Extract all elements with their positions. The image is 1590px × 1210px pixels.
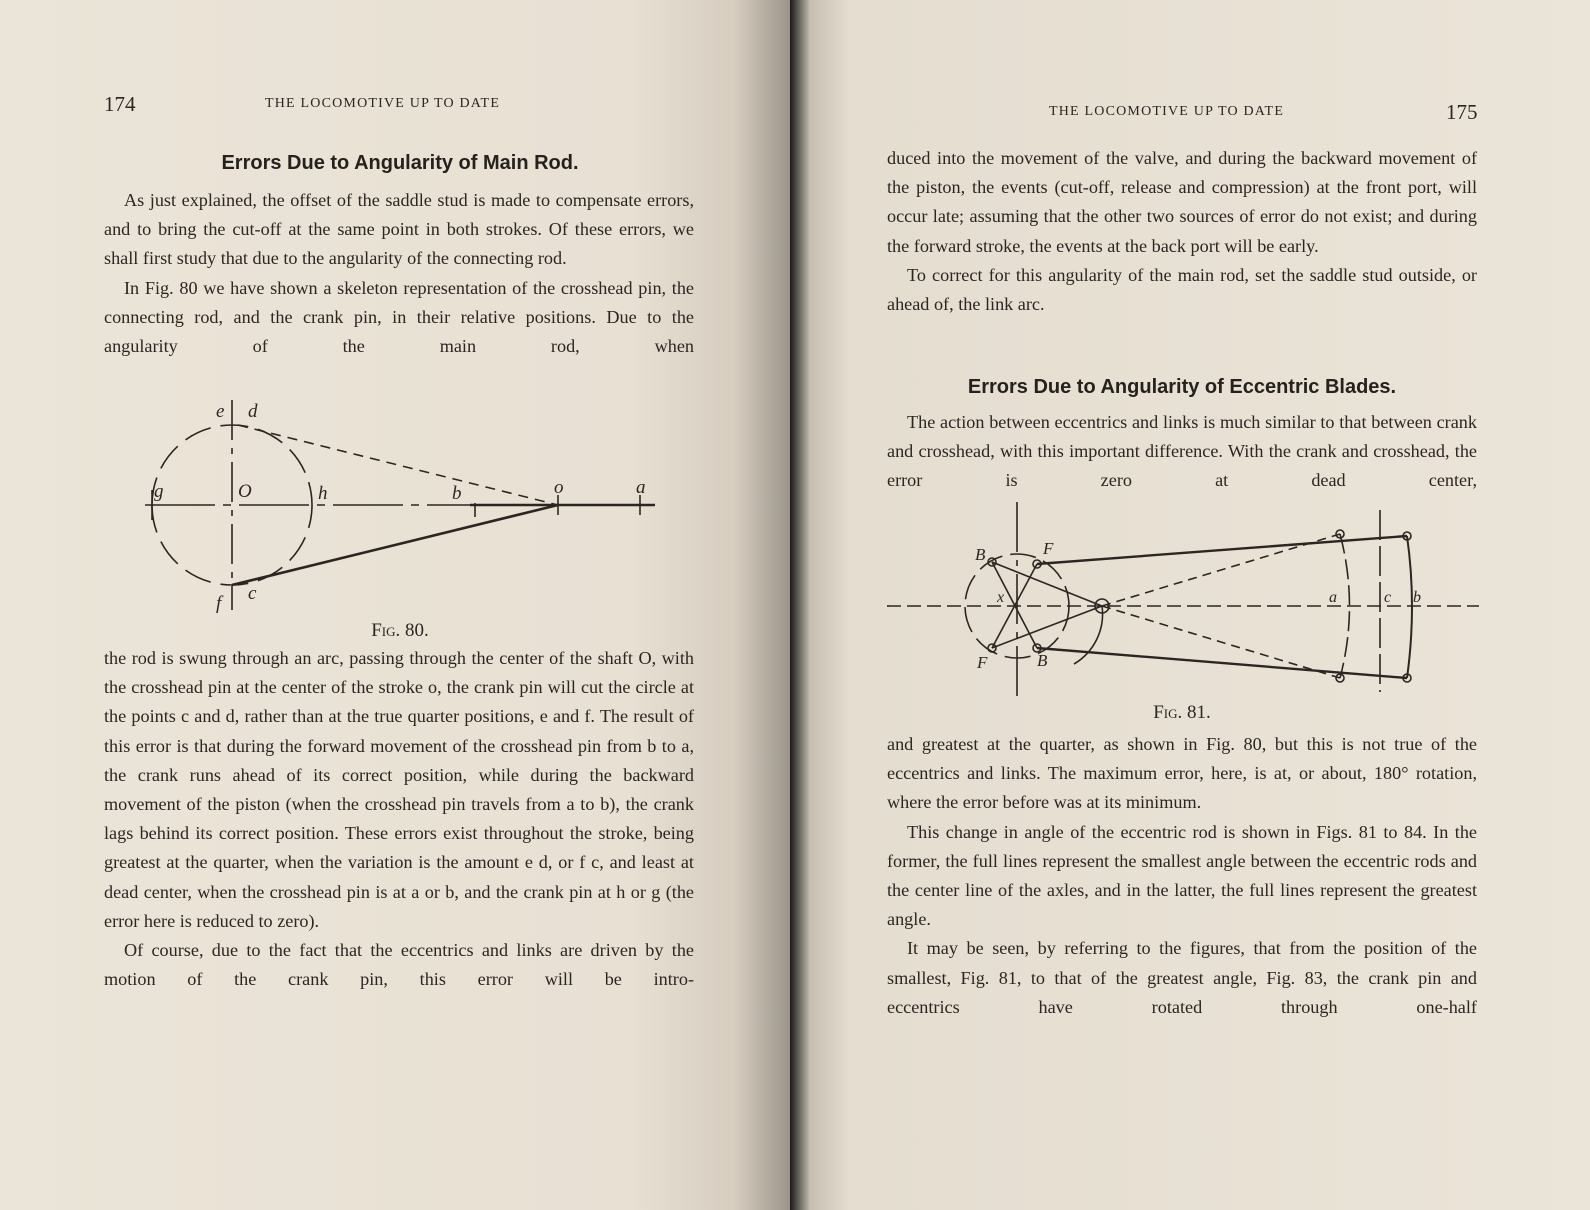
paragraph: As just explained, the offset of the saddle stud is made to compensate errors, and to bring the cut-off at the same point in both strokes. Of these errors, we shall first study that due to the angularity of the connecting rod. xyxy=(104,190,694,269)
fig-label-F-top: F xyxy=(1043,539,1054,558)
fig-label-d: d xyxy=(248,401,258,422)
fig-label-B-top: B xyxy=(975,545,986,564)
fig-label-F-bottom: F xyxy=(977,653,988,672)
eccentric-rod-lower xyxy=(1037,648,1407,678)
fig-label-x: x xyxy=(997,589,1005,606)
text-block-bottom xyxy=(887,730,1477,1022)
running-head: THE LOCOMOTIVE UP TO DATE xyxy=(265,96,501,111)
fig-label-c: c xyxy=(248,583,257,604)
section-title: Errors Due to Angularity of Main Rod. xyxy=(221,152,579,174)
running-head: THE LOCOMOTIVE UP TO DATE xyxy=(1049,104,1285,119)
right-page xyxy=(790,0,1590,1210)
fig-label-O: O xyxy=(238,481,252,502)
text-block-top xyxy=(887,144,1477,319)
link-arc-full xyxy=(1407,536,1412,678)
fig-label-e: e xyxy=(216,401,225,422)
fig-label-b: b xyxy=(1413,589,1421,606)
figure-81-diagram xyxy=(887,502,1487,707)
eccentric-rod-upper xyxy=(1037,536,1407,564)
fig-label-o: o xyxy=(554,477,564,498)
main-rod xyxy=(232,505,558,585)
fig-label-a: a xyxy=(1329,589,1337,606)
section-title: Errors Due to Angularity of Eccentric Blades. xyxy=(967,376,1397,398)
figure-81-caption: Fig. 81. xyxy=(1153,702,1211,723)
paragraph: It may be seen, by referring to the figures, that from the position of the smallest, Fig. 81, to that of the greatest angle, Fig. 83, the crank pin and eccentrics have rotated through one-half xyxy=(887,938,1477,1017)
text-block-middle xyxy=(887,408,1477,496)
text-block-top xyxy=(104,186,694,361)
figure-80-caption: Fig. 80. xyxy=(371,620,429,641)
upper-rod xyxy=(238,425,558,505)
fig-label-h: h xyxy=(318,483,328,504)
paragraph: the rod is swung through an arc, passing through the center of the shaft O, with the crosshead pin at the center of the stroke o, the crank pin will cut the circle at the points c and d, rather than at the true quarter positions, e and f. The result of this error is that during the forward movement of the crosshead pin from b to a, the crank runs ahead of its correct position, while during the backward movement of the piston (when the crosshead pin travels from a to b), the crank lags behind its correct position. These errors exist throughout the stroke, being greatest at the quarter, when the variation is the amount e d, or f c, and least at dead center, when the crosshead pin is at a or b, and the crank pin at h or g (the error here is reduced to zero). xyxy=(104,648,694,931)
text-block-bottom xyxy=(104,644,694,994)
left-page xyxy=(0,0,790,1210)
paragraph: Of course, due to the fact that the eccentrics and links are driven by the motion of the crank pin, this error will be intro- xyxy=(104,940,694,990)
fig-label-a: a xyxy=(636,477,646,498)
paragraph: The action between eccentrics and links is much similar to that between crank and crosshead, with this important difference. With the crank and crosshead, the error is zero at dead center, xyxy=(887,412,1477,491)
fig-label-g: g xyxy=(154,481,164,502)
dashed-rod-lower xyxy=(1102,606,1340,678)
paragraph: duced into the movement of the valve, and during the backward movement of the piston, the events (cut-off, release and compression) at the front port, will occur late; assuming that the other two sources of error do not exist; and during the forward stroke, the events at the back port will be early. xyxy=(887,148,1477,256)
fig-label-b: b xyxy=(452,483,462,504)
paragraph: In Fig. 80 we have shown a skeleton representation of the crosshead pin, the connecting rod, and the crank pin, in their relative positions. Due to the angularity of the main rod, when xyxy=(104,277,694,357)
page-number: 175 xyxy=(1446,100,1478,124)
paragraph: and greatest at the quarter, as shown in Fig. 80, but this is not true of the eccentrics and links. The maximum error, here, is at, or about, 180° rotation, where the error before was at its minimum. xyxy=(887,734,1477,813)
page-number: 174 xyxy=(104,92,136,116)
fig-label-c: c xyxy=(1384,589,1392,606)
paragraph: This change in angle of the eccentric rod is shown in Figs. 81 to 84. In the former, the full lines represent the smallest angle between the eccentric rods and the center line of the axles, and in the latter, the full lines represent the greatest angle. xyxy=(887,821,1477,930)
fig-label-f: f xyxy=(216,593,222,614)
fig-label-B-bottom: B xyxy=(1037,651,1048,670)
dashed-rod-upper xyxy=(1102,534,1340,606)
paragraph: To correct for this angularity of the main rod, set the saddle stud outside, or ahead of, the link arc. xyxy=(887,264,1477,315)
figure-80-diagram xyxy=(140,395,670,615)
